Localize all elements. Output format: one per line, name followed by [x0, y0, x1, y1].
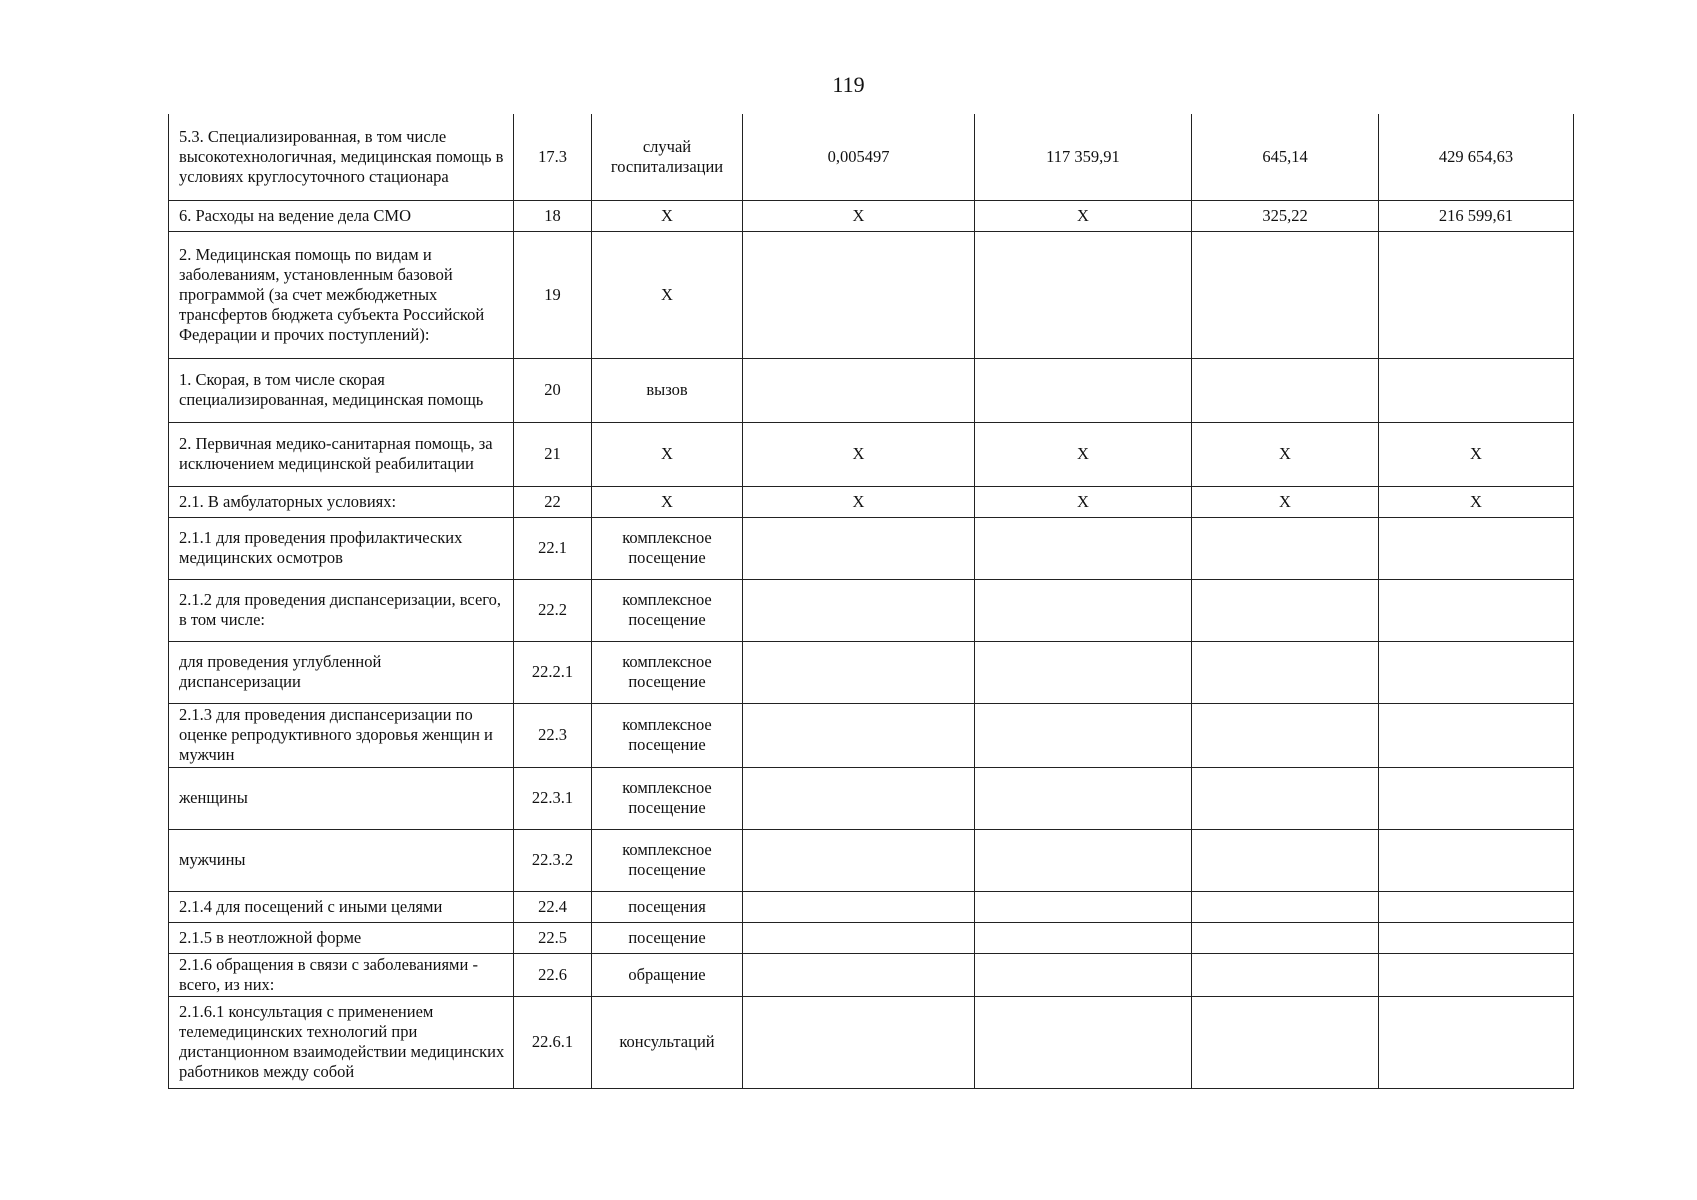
- table-row: [169, 641, 1574, 703]
- row-value-col5: [975, 517, 1192, 579]
- row-value-col4: [743, 641, 975, 703]
- row-value-col7: [1379, 231, 1574, 358]
- row-value-col6: [1192, 953, 1379, 996]
- row-code: 22.4: [514, 891, 592, 922]
- row-unit: комплексное посещение: [592, 517, 743, 579]
- row-value-col6: 325,22: [1192, 200, 1379, 231]
- row-code: 21: [514, 422, 592, 486]
- row-value-col7: [1379, 641, 1574, 703]
- table-row: [169, 891, 1574, 922]
- table-row: [169, 200, 1574, 231]
- row-name: женщины: [169, 767, 514, 829]
- row-value-col7: [1379, 891, 1574, 922]
- table-row: [169, 767, 1574, 829]
- row-value-col4: [743, 358, 975, 422]
- row-value-col4: [743, 953, 975, 996]
- row-value-col4: [743, 996, 975, 1088]
- row-code: 22.3: [514, 703, 592, 767]
- row-unit: X: [592, 422, 743, 486]
- row-value-col7: 429 654,63: [1379, 114, 1574, 200]
- row-unit: X: [592, 486, 743, 517]
- row-value-col6: [1192, 641, 1379, 703]
- row-name: 2.1.6 обращения в связи с заболеваниями - всего, из них:: [169, 953, 514, 996]
- row-unit: комплексное посещение: [592, 829, 743, 891]
- row-name: мужчины: [169, 829, 514, 891]
- row-code: 17.3: [514, 114, 592, 200]
- row-code: 22: [514, 486, 592, 517]
- row-name: 2.1.5 в неотложной форме: [169, 922, 514, 953]
- row-value-col7: [1379, 922, 1574, 953]
- row-value-col4: X: [743, 200, 975, 231]
- row-value-col6: [1192, 996, 1379, 1088]
- row-code: 22.3.2: [514, 829, 592, 891]
- table-row: [169, 953, 1574, 996]
- table-row: [169, 486, 1574, 517]
- row-value-col6: 645,14: [1192, 114, 1379, 200]
- row-name: 2.1. В амбулаторных условиях:: [169, 486, 514, 517]
- row-unit: посещения: [592, 891, 743, 922]
- row-value-col7: [1379, 767, 1574, 829]
- row-value-col5: [975, 767, 1192, 829]
- row-code: 20: [514, 358, 592, 422]
- row-value-col4: [743, 922, 975, 953]
- row-value-col7: [1379, 579, 1574, 641]
- row-value-col6: X: [1192, 486, 1379, 517]
- row-value-col7: X: [1379, 422, 1574, 486]
- row-value-col5: X: [975, 422, 1192, 486]
- row-code: 18: [514, 200, 592, 231]
- row-value-col4: X: [743, 422, 975, 486]
- row-value-col6: [1192, 703, 1379, 767]
- row-value-col4: [743, 829, 975, 891]
- row-name: 2.1.2 для проведения диспансеризации, всего, в том числе:: [169, 579, 514, 641]
- table-row: [169, 703, 1574, 767]
- page-number: 119: [832, 72, 865, 97]
- table-row: [169, 422, 1574, 486]
- row-value-col7: [1379, 517, 1574, 579]
- row-value-col5: [975, 231, 1192, 358]
- row-value-col5: [975, 922, 1192, 953]
- row-name: 2.1.4 для посещений с иными целями: [169, 891, 514, 922]
- row-name: 2.1.3 для проведения диспансеризации по оценке репродуктивного здоровья женщин и мужчин: [169, 703, 514, 767]
- row-code: 19: [514, 231, 592, 358]
- row-value-col6: [1192, 579, 1379, 641]
- row-unit: случай госпитализации: [592, 114, 743, 200]
- row-value-col5: [975, 358, 1192, 422]
- table-row: [169, 829, 1574, 891]
- table-row: [169, 517, 1574, 579]
- row-unit: X: [592, 200, 743, 231]
- row-value-col5: [975, 891, 1192, 922]
- row-unit: комплексное посещение: [592, 641, 743, 703]
- row-value-col7: 216 599,61: [1379, 200, 1574, 231]
- row-unit: комплексное посещение: [592, 703, 743, 767]
- row-value-col5: [975, 829, 1192, 891]
- row-value-col5: [975, 641, 1192, 703]
- table-row: [169, 114, 1574, 200]
- row-value-col4: 0,005497: [743, 114, 975, 200]
- row-value-col5: [975, 953, 1192, 996]
- row-code: 22.2.1: [514, 641, 592, 703]
- row-value-col5: X: [975, 486, 1192, 517]
- row-unit: вызов: [592, 358, 743, 422]
- row-value-col7: [1379, 996, 1574, 1088]
- row-code: 22.2: [514, 579, 592, 641]
- row-code: 22.3.1: [514, 767, 592, 829]
- row-value-col6: [1192, 231, 1379, 358]
- row-name: для проведения углубленной диспансеризации: [169, 641, 514, 703]
- row-value-col4: [743, 579, 975, 641]
- row-value-col5: [975, 996, 1192, 1088]
- row-code: 22.1: [514, 517, 592, 579]
- row-value-col5: [975, 579, 1192, 641]
- row-name: 6. Расходы на ведение дела СМО: [169, 200, 514, 231]
- row-name: 2. Первичная медико-санитарная помощь, за исключением медицинской реабилитации: [169, 422, 514, 486]
- row-code: 22.6.1: [514, 996, 592, 1088]
- row-value-col6: [1192, 358, 1379, 422]
- row-value-col4: X: [743, 486, 975, 517]
- row-name: 1. Скорая, в том числе скорая специализированная, медицинская помощь: [169, 358, 514, 422]
- row-value-col6: [1192, 922, 1379, 953]
- row-value-col6: [1192, 829, 1379, 891]
- row-value-col4: [743, 891, 975, 922]
- row-name: 2. Медицинская помощь по видам и заболеваниям, установленным базовой программой (за счет межбюджетных трансфертов бюджета субъекта Российской Федерации и прочих поступлений):: [169, 231, 514, 358]
- row-value-col5: X: [975, 200, 1192, 231]
- row-code: 22.5: [514, 922, 592, 953]
- row-value-col7: [1379, 358, 1574, 422]
- row-unit: обращение: [592, 953, 743, 996]
- row-unit: консультаций: [592, 996, 743, 1088]
- row-value-col6: [1192, 767, 1379, 829]
- row-value-col6: X: [1192, 422, 1379, 486]
- row-value-col7: [1379, 829, 1574, 891]
- table-row: [169, 358, 1574, 422]
- row-name: 5.3. Специализированная, в том числе высокотехнологичная, медицинская помощь в условиях круглосуточного стационара: [169, 114, 514, 200]
- data-table: [168, 114, 1574, 1089]
- row-unit: посещение: [592, 922, 743, 953]
- row-value-col6: [1192, 517, 1379, 579]
- row-unit: комплексное посещение: [592, 579, 743, 641]
- row-value-col4: [743, 231, 975, 358]
- table-row: [169, 579, 1574, 641]
- row-value-col4: [743, 517, 975, 579]
- table-row: [169, 996, 1574, 1088]
- row-value-col4: [743, 703, 975, 767]
- table-row: [169, 231, 1574, 358]
- row-unit: X: [592, 231, 743, 358]
- row-value-col4: [743, 767, 975, 829]
- row-value-col6: [1192, 891, 1379, 922]
- row-value-col7: [1379, 703, 1574, 767]
- row-value-col5: 117 359,91: [975, 114, 1192, 200]
- row-value-col7: [1379, 953, 1574, 996]
- row-name: 2.1.6.1 консультация с применением телемедицинских технологий при дистанционном взаимодействии медицинских работников между собой: [169, 996, 514, 1088]
- row-name: 2.1.1 для проведения профилактических медицинских осмотров: [169, 517, 514, 579]
- row-value-col7: X: [1379, 486, 1574, 517]
- row-unit: комплексное посещение: [592, 767, 743, 829]
- row-value-col5: [975, 703, 1192, 767]
- table-row: [169, 922, 1574, 953]
- row-code: 22.6: [514, 953, 592, 996]
